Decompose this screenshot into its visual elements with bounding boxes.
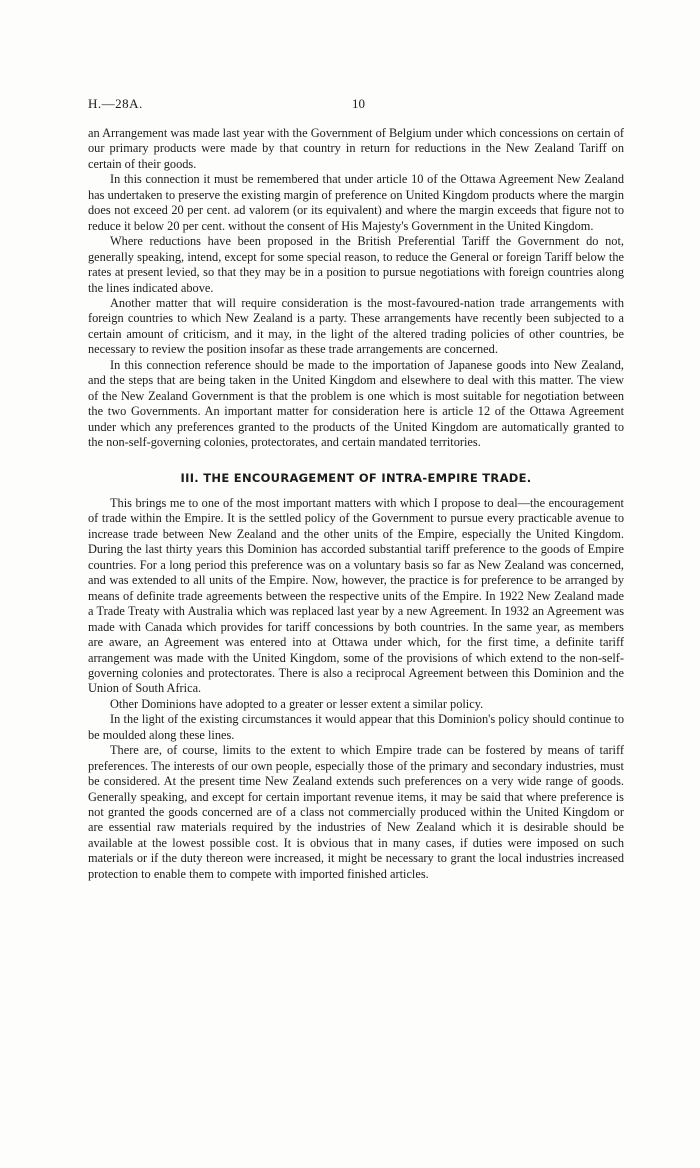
paragraph: This brings me to one of the most important matters with which I propose to deal—the encouragement of trade within the Empire. It is the settled policy of the Government to pursue every practicable avenue to increase trade between New Zealand and the other units of the Empire, especially the United Kingdom. During the last thirty years this Dominion has accorded substantial tariff preference to the goods of Empire countries. For a long period this preference was on a voluntary basis so far as New Zealand was concerned, and was extended to all units of the Empire. Now, however, the practice is for preference to be arranged by means of definite trade agreements between the respective units of the Empire. In 1922 New Zealand made a Trade Treaty with Australia which was replaced last year by a new Agreement. In 1932 an Agreement was made with Canada which provides for tariff concessions by both countries. In the same year, as members are aware, an Agreement was entered into at Ottawa under which, for the first time, a definite tariff arrangement was made with the United Kingdom, some of the provisions of which extend to the non-self-governing colonies and protectorates. There is also a reciprocal Agreement between this Dominion and the Union of South Africa. [88, 495, 624, 696]
paragraph: In this connection reference should be made to the importation of Japanese goods into New Zealand, and the steps that are being taken in the United Kingdom and elsewhere to deal with this matter. The view of the New Zealand Government is that the problem is one which is most suitable for negotiation between the two Governments. An important matter for consideration here is article 12 of the Ottawa Agreement under which any preferences granted to the products of the United Kingdom are automatically granted to the non-self-governing colonies, protectorates, and certain mandated territories. [88, 357, 624, 450]
paragraph: Where reductions have been proposed in the British Preferential Tariff the Government do not, generally speaking, intend, except for some special reason, to reduce the General or foreign Tariff below the rates at present levied, so that they may be in a position to pursue negotiations with foreign countries along the lines indicated above. [88, 234, 624, 295]
text-column [88, 126, 624, 882]
paragraph: In this connection it must be remembered that under article 10 of the Ottawa Agreement New Zealand has undertaken to preserve the existing margin of preference on United Kingdom products where the margin does not exceed 20 per cent. ad valorem (or its equivalent) and where the margin exceeds that figure not to reduce it below 20 per cent. without the consent of His Majesty's Government in the United Kingdom. [88, 172, 624, 233]
paragraph: There are, of course, limits to the extent to which Empire trade can be fostered by means of tariff preferences. The interests of our own people, especially those of the primary and secondary industries, must be considered. At the present time New Zealand extends such preferences on a very wide range of goods. Generally speaking, and except for certain important revenue items, it may be said that where preference is not granted the goods concerned are of a class not commercially produced within the United Kingdom or are essential raw materials required by the industries of New Zealand which it is desirable should be available at the lowest possible cost. It is obvious that in many cases, if duties were imposed on such materials or if the duty thereon were increased, it might be necessary to grant the local industries increased protection to enable them to compete with imported finished articles. [88, 743, 624, 881]
paragraph: Other Dominions have adopted to a greater or lesser extent a similar policy. [110, 696, 484, 711]
paragraph: In the light of the existing circumstances it would appear that this Dominion's policy should continue to be moulded along these lines. [88, 712, 624, 742]
section-heading: III. THE ENCOURAGEMENT OF INTRA-EMPIRE TRADE. [180, 470, 532, 485]
document-reference: H.—28A. [88, 96, 143, 111]
paragraph: Another matter that will require consideration is the most-favoured-nation trade arrangements with foreign countries to which New Zealand is a party. These arrangements have recently been subjected to a certain amount of criticism, and it may, in the light of the altered trading policies of other countries, be necessary to review the position insofar as these trade arrangements are concerned. [88, 295, 624, 357]
page-number: 10 [352, 96, 365, 111]
paragraph: an Arrangement was made last year with the Government of Belgium under which concessions on certain of our primary products were made by that country in return for reductions in the New Zealand Tariff on certain of their goods. [88, 126, 624, 171]
